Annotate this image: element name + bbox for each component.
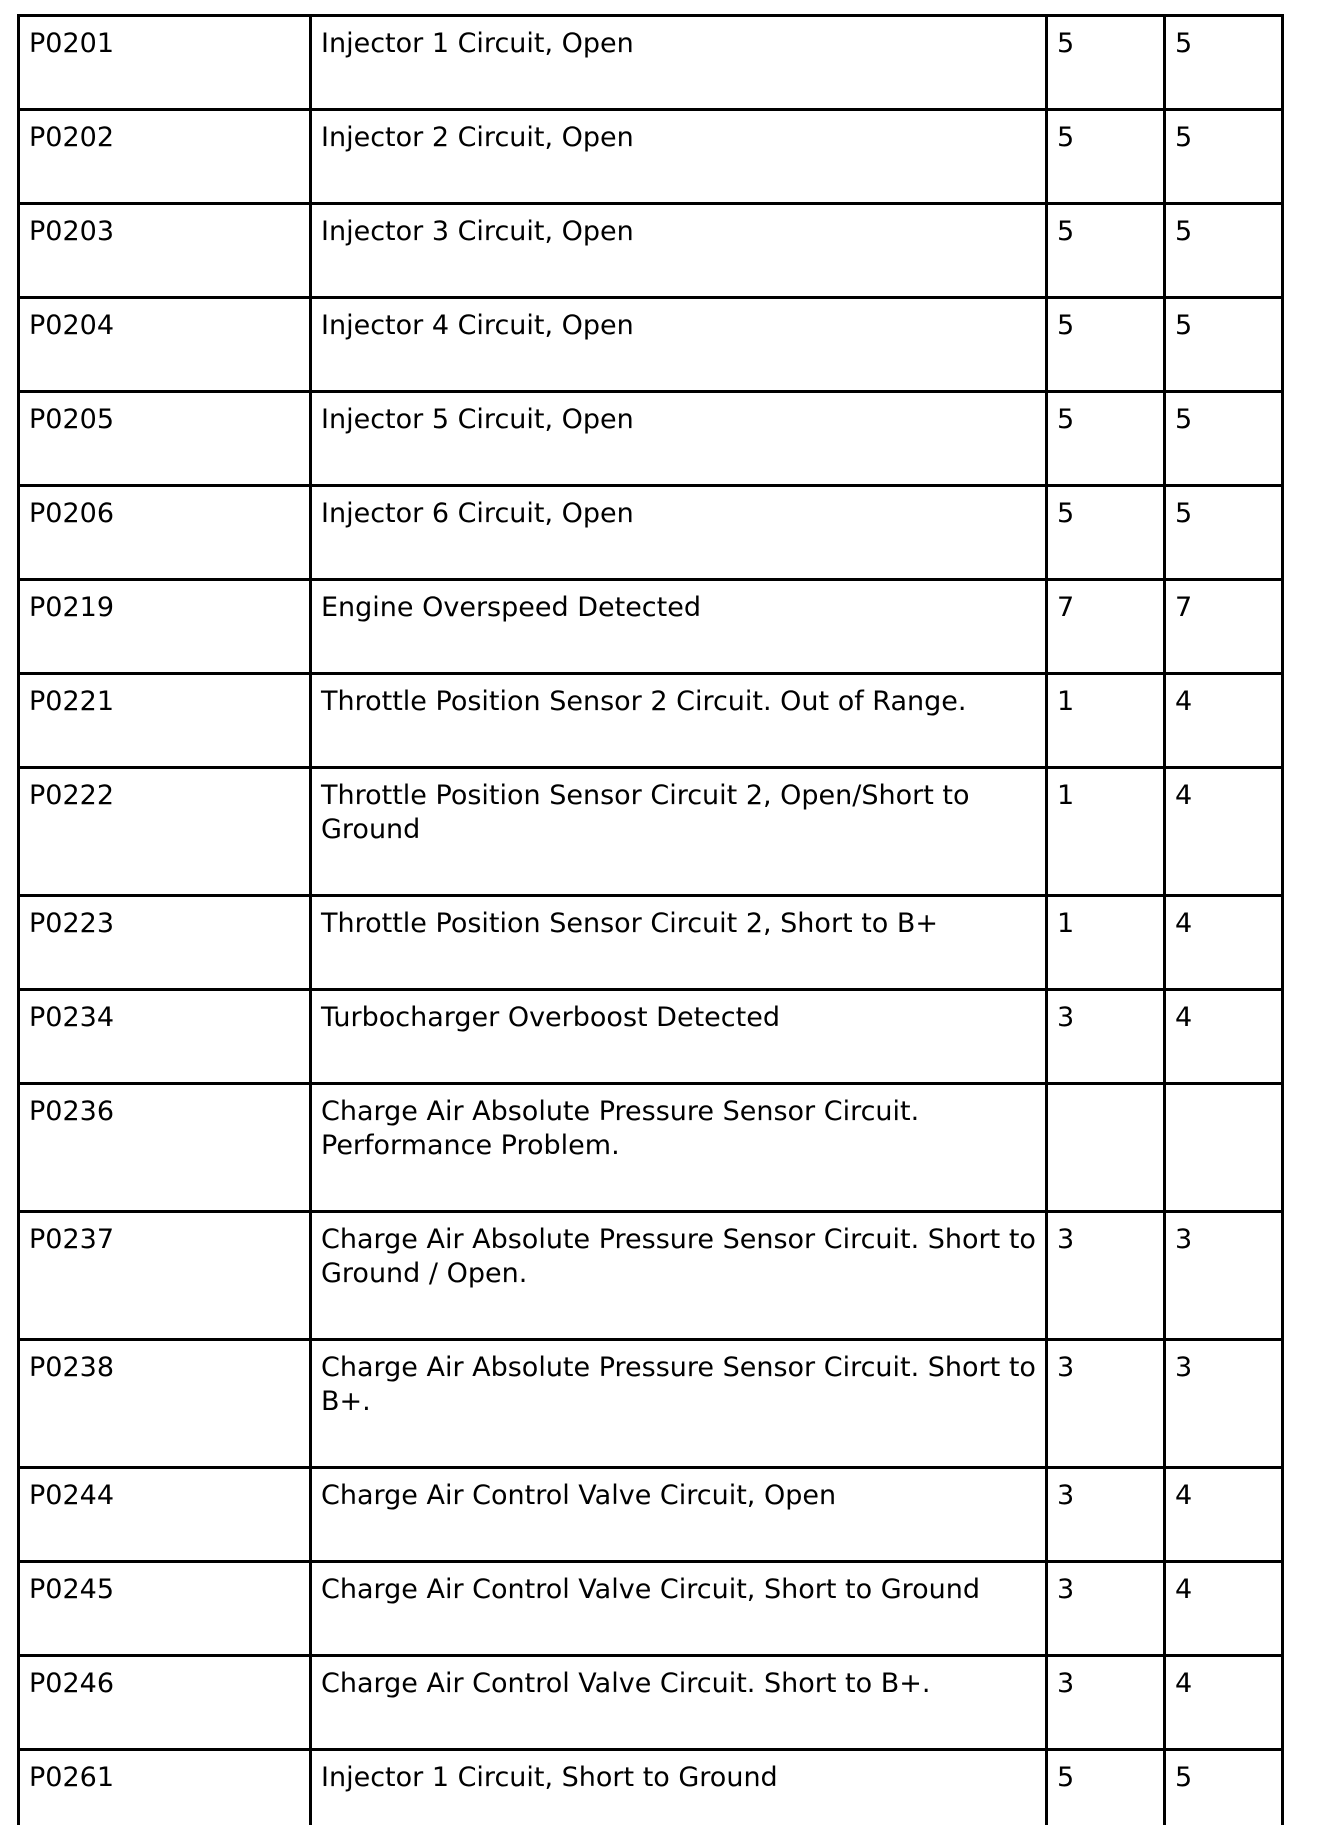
value-cell-3: 3	[1047, 1468, 1165, 1562]
description-cell: Throttle Position Sensor Circuit 2, Short to B+	[311, 896, 1047, 990]
table-row	[19, 110, 1283, 204]
code-cell: P0219	[19, 580, 311, 674]
value-cell-4: 5	[1165, 486, 1283, 580]
value-cell-3	[1047, 1084, 1165, 1212]
table-row	[19, 1750, 1283, 1825]
description-cell: Charge Air Absolute Pressure Sensor Circuit. Performance Problem.	[311, 1084, 1047, 1212]
description-cell: Injector 3 Circuit, Open	[311, 204, 1047, 298]
code-cell: P0234	[19, 990, 311, 1084]
table-row	[19, 990, 1283, 1084]
table-row	[19, 16, 1283, 110]
code-cell: P0221	[19, 674, 311, 768]
description-cell: Engine Overspeed Detected	[311, 580, 1047, 674]
value-cell-4: 5	[1165, 298, 1283, 392]
value-cell-3: 7	[1047, 580, 1165, 674]
description-cell: Charge Air Control Valve Circuit. Short to B+.	[311, 1656, 1047, 1750]
code-cell: P0244	[19, 1468, 311, 1562]
value-cell-4: 5	[1165, 392, 1283, 486]
value-cell-4: 5	[1165, 110, 1283, 204]
code-cell: P0261	[19, 1750, 311, 1825]
description-cell: Turbocharger Overboost Detected	[311, 990, 1047, 1084]
table-row	[19, 1656, 1283, 1750]
code-cell: P0202	[19, 110, 311, 204]
code-cell: P0245	[19, 1562, 311, 1656]
value-cell-4: 4	[1165, 768, 1283, 896]
description-cell: Charge Air Absolute Pressure Sensor Circuit. Short to Ground / Open.	[311, 1212, 1047, 1340]
table-row	[19, 674, 1283, 768]
value-cell-4: 3	[1165, 1212, 1283, 1340]
description-cell: Throttle Position Sensor 2 Circuit. Out of Range.	[311, 674, 1047, 768]
value-cell-3: 5	[1047, 392, 1165, 486]
code-cell: P0201	[19, 16, 311, 110]
value-cell-4: 4	[1165, 1468, 1283, 1562]
table-row	[19, 1468, 1283, 1562]
code-cell: P0223	[19, 896, 311, 990]
code-cell: P0206	[19, 486, 311, 580]
value-cell-3: 1	[1047, 768, 1165, 896]
table-row	[19, 768, 1283, 896]
value-cell-4: 4	[1165, 674, 1283, 768]
code-cell: P0246	[19, 1656, 311, 1750]
table-row	[19, 1562, 1283, 1656]
description-cell: Injector 4 Circuit, Open	[311, 298, 1047, 392]
value-cell-4: 5	[1165, 1750, 1283, 1825]
value-cell-3: 5	[1047, 1750, 1165, 1825]
description-cell: Injector 2 Circuit, Open	[311, 110, 1047, 204]
table-row	[19, 392, 1283, 486]
table-row	[19, 580, 1283, 674]
value-cell-4: 4	[1165, 990, 1283, 1084]
value-cell-4: 3	[1165, 1340, 1283, 1468]
code-cell: P0237	[19, 1212, 311, 1340]
value-cell-3: 3	[1047, 1340, 1165, 1468]
description-cell: Charge Air Control Valve Circuit, Short to Ground	[311, 1562, 1047, 1656]
code-cell: P0222	[19, 768, 311, 896]
code-cell: P0204	[19, 298, 311, 392]
value-cell-3: 3	[1047, 990, 1165, 1084]
description-cell: Injector 5 Circuit, Open	[311, 392, 1047, 486]
table-row	[19, 204, 1283, 298]
value-cell-4: 5	[1165, 204, 1283, 298]
dtc-table-body	[19, 16, 1283, 1825]
value-cell-3: 1	[1047, 674, 1165, 768]
value-cell-3: 5	[1047, 110, 1165, 204]
dtc-table	[17, 14, 1284, 1825]
value-cell-4: 4	[1165, 896, 1283, 990]
value-cell-3: 3	[1047, 1656, 1165, 1750]
description-cell: Charge Air Absolute Pressure Sensor Circuit. Short to B+.	[311, 1340, 1047, 1468]
value-cell-3: 3	[1047, 1212, 1165, 1340]
description-cell: Charge Air Control Valve Circuit, Open	[311, 1468, 1047, 1562]
code-cell: P0238	[19, 1340, 311, 1468]
value-cell-4	[1165, 1084, 1283, 1212]
value-cell-3: 1	[1047, 896, 1165, 990]
description-cell: Injector 1 Circuit, Open	[311, 16, 1047, 110]
description-cell: Injector 1 Circuit, Short to Ground	[311, 1750, 1047, 1825]
description-cell: Injector 6 Circuit, Open	[311, 486, 1047, 580]
table-row	[19, 1084, 1283, 1212]
code-cell: P0205	[19, 392, 311, 486]
table-row	[19, 298, 1283, 392]
code-cell: P0236	[19, 1084, 311, 1212]
table-row	[19, 1212, 1283, 1340]
value-cell-3: 5	[1047, 16, 1165, 110]
value-cell-4: 7	[1165, 580, 1283, 674]
description-cell: Throttle Position Sensor Circuit 2, Open/Short to Ground	[311, 768, 1047, 896]
table-row	[19, 486, 1283, 580]
code-cell: P0203	[19, 204, 311, 298]
value-cell-3: 5	[1047, 486, 1165, 580]
value-cell-3: 3	[1047, 1562, 1165, 1656]
value-cell-4: 5	[1165, 16, 1283, 110]
value-cell-4: 4	[1165, 1562, 1283, 1656]
value-cell-3: 5	[1047, 298, 1165, 392]
value-cell-4: 4	[1165, 1656, 1283, 1750]
table-row	[19, 896, 1283, 990]
table-row	[19, 1340, 1283, 1468]
value-cell-3: 5	[1047, 204, 1165, 298]
